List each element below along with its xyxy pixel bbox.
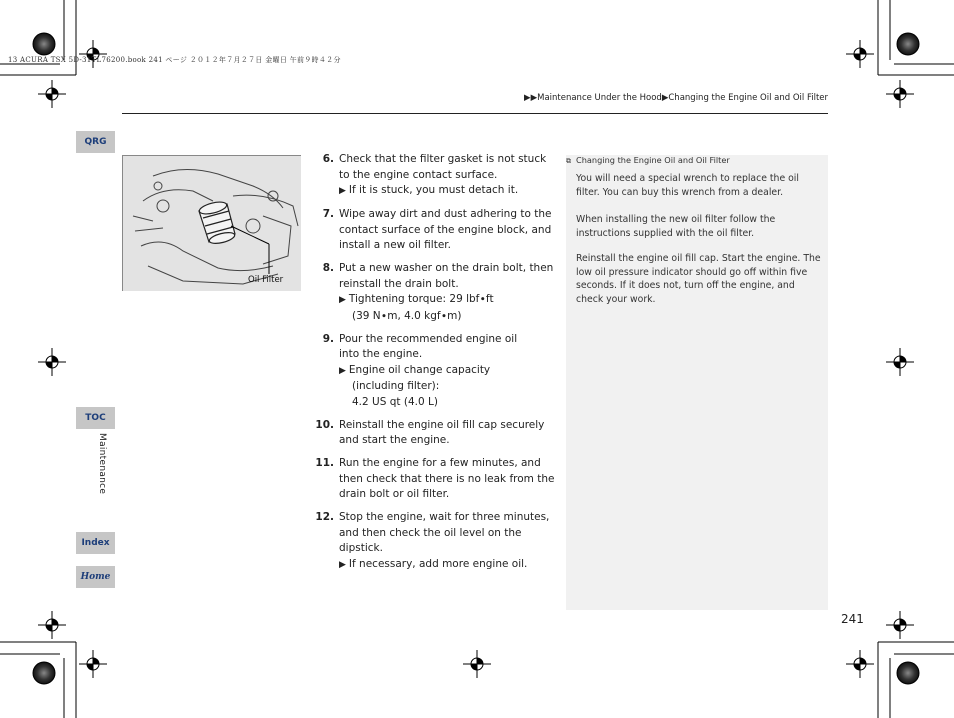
step-number: 10. <box>315 418 334 431</box>
step-note-value: 4.2 US qt (4.0 L) <box>352 395 438 408</box>
breadcrumb-topic: Changing the Engine Oil and Oil Filter <box>668 93 828 103</box>
sidebar-note <box>566 155 828 610</box>
index-button[interactable]: Index <box>76 532 115 554</box>
breadcrumb <box>524 93 828 103</box>
step-note: Engine oil change capacity <box>348 363 491 376</box>
caret-icon: ▶ <box>339 295 346 305</box>
header-rule <box>122 113 828 114</box>
page-number: 241 <box>841 612 864 626</box>
step-12 <box>309 510 557 573</box>
note-paragraph: Reinstall the engine oil fill cap. Start the engine. The low oil pressure indicator should go off within five seconds. If it does not, turn off the engine, and check your work. <box>576 253 821 305</box>
breadcrumb-section[interactable]: Maintenance Under the Hood <box>537 93 662 103</box>
step-note: If necessary, add more engine oil. <box>348 557 528 570</box>
step-number: 11. <box>315 457 334 469</box>
step-note: If it is stuck, you must detach it. <box>348 184 519 196</box>
step-8 <box>309 261 557 324</box>
step-text: Stop the engine, wait for three minutes, and then check the oil level on the dipstick. <box>339 511 550 554</box>
step-6 <box>309 152 557 200</box>
step-note-cont: (39 N∙m, 4.0 kgf∙m) <box>352 309 462 322</box>
breadcrumb-separator: ▶ <box>661 93 669 103</box>
step-text: Run the engine for a few minutes, and then check that there is no leak from the drain bolt or oil filter. <box>339 457 555 500</box>
step-number: 6. <box>322 153 334 165</box>
note-link-icon: ⧉ <box>566 156 571 165</box>
step-text: Put a new washer on the drain bolt, then reinstall the drain bolt. <box>339 262 554 290</box>
step-10 <box>309 418 557 449</box>
step-number: 12. <box>315 511 334 523</box>
home-button[interactable]: Home <box>76 566 115 588</box>
note-title-text: Changing the Engine Oil and Oil Filter <box>576 155 730 165</box>
note-paragraph: You will need a special wrench to replace the oil filter. You can buy this wrench from a dealer. <box>576 173 799 198</box>
caret-icon: ▶ <box>339 186 346 196</box>
qrg-button[interactable]: QRG <box>76 131 115 153</box>
step-9 <box>309 332 557 411</box>
step-11 <box>309 456 557 503</box>
engine-drawing <box>123 156 301 291</box>
step-number: 7. <box>322 208 334 220</box>
step-text: Check that the filter gasket is not stuck to the engine contact surface. <box>339 153 547 181</box>
procedure-steps <box>309 152 557 581</box>
oil-filter-label: Oil Filter <box>248 275 284 285</box>
step-note: Tightening torque: 29 lbf∙ft <box>348 293 494 305</box>
step-7 <box>309 207 557 254</box>
breadcrumb-marker: ▶▶ <box>524 93 538 103</box>
section-side-label: Maintenance <box>97 433 107 495</box>
step-number: 9. <box>322 332 334 345</box>
step-number: 8. <box>322 262 334 274</box>
step-note-cont: (including filter): <box>352 380 440 392</box>
step-text: Reinstall the engine oil fill cap securely and start the engine. <box>339 418 545 446</box>
step-text: Wipe away dirt and dust adhering to the contact surface of the engine block, and install a new oil filter. <box>339 208 552 251</box>
oil-filter-illustration <box>122 155 301 291</box>
caret-icon: ▶ <box>339 365 346 376</box>
caret-icon: ▶ <box>339 559 346 570</box>
toc-button[interactable]: TOC <box>76 407 115 429</box>
step-text: Pour the recommended engine oil into the engine. <box>339 332 518 360</box>
print-header: 13 ACURA TSX 5D-31TL76200.book 241 ページ ２０１２年７月２７日 金曜日 午前９時４２分 <box>8 56 341 64</box>
note-paragraph: When installing the new oil filter follow the instructions supplied with the oil filter. <box>576 214 776 239</box>
note-title <box>566 155 730 165</box>
